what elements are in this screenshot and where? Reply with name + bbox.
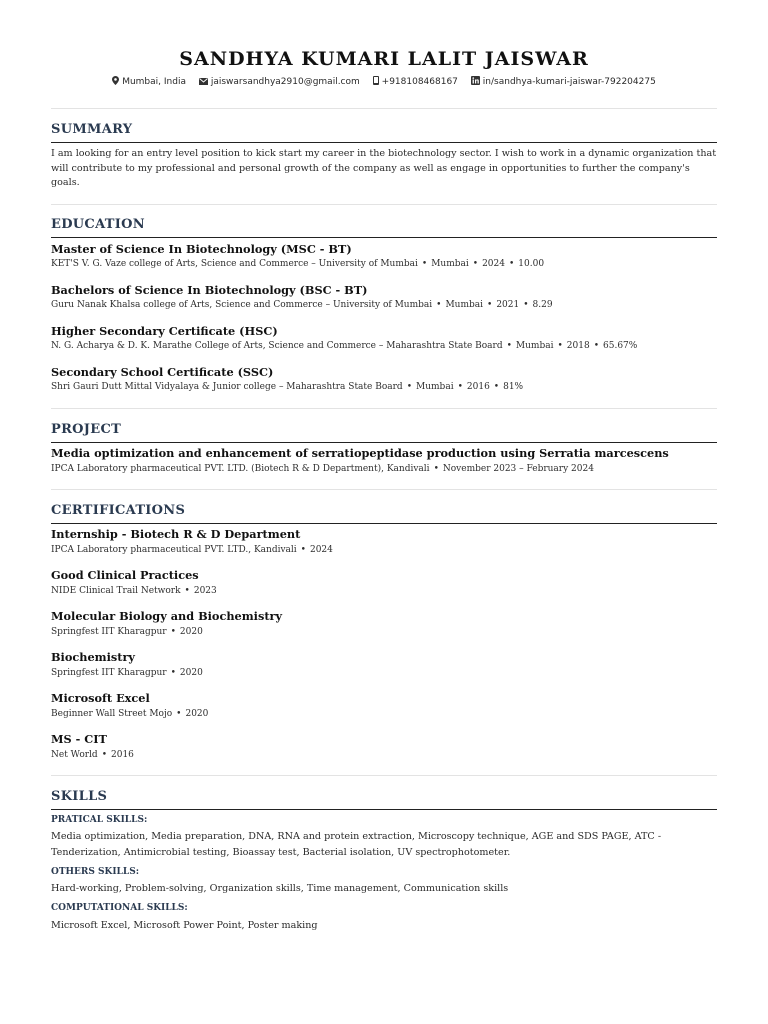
school: N. G. Acharya & D. K. Marathe College of Arts, Science and Commerce – Maharashtra State Board — [51, 341, 503, 351]
year: 2021 — [496, 300, 520, 310]
certification-name: Microsoft Excel — [51, 691, 150, 705]
divider — [51, 775, 717, 776]
linkedin-icon — [471, 76, 480, 85]
skill-group-label: OTHERS SKILLS: — [51, 867, 140, 877]
year: 2024 — [482, 259, 505, 269]
place: Mumbai — [515, 341, 554, 351]
contact-location — [112, 76, 186, 87]
year: 2020 — [179, 627, 203, 637]
issuer: Springfest IIT Kharagpur — [51, 668, 167, 678]
skill-group-label: PRATICAL SKILLS: — [51, 815, 148, 825]
place: Mumbai — [416, 382, 454, 392]
phone-text[interactable]: +918108468167 — [381, 77, 458, 87]
year: 2018 — [566, 341, 590, 351]
section-rule — [51, 442, 717, 443]
education-details: Shri Gauri Dutt Mittal Vidyalaya & Junior college – Maharashtra State Board • Mumbai • 2016 • 81% — [51, 382, 524, 392]
summary-heading: SUMMARY — [51, 122, 133, 137]
contact-email[interactable] — [199, 77, 360, 87]
score: 8.29 — [532, 300, 553, 310]
issuer: Net World — [51, 750, 98, 760]
divider — [51, 204, 717, 205]
education-degree: Secondary School Certificate (SSC) — [51, 365, 274, 379]
linkedin-text[interactable]: in/sandhya-kumari-jaiswar-792204275 — [482, 77, 656, 87]
issuer: Beginner Wall Street Mojo — [51, 709, 173, 719]
divider — [51, 408, 717, 409]
project-dates: November 2023 – February 2024 — [442, 464, 594, 474]
year: 2016 — [466, 382, 490, 392]
education-degree: Higher Secondary Certificate (HSC) — [51, 324, 278, 338]
place: Mumbai — [431, 259, 469, 269]
issuer: IPCA Laboratory pharmaceutical PVT. LTD., Kandivali — [51, 545, 297, 555]
candidate-name: SANDHYA KUMARI LALIT JAISWAR — [179, 48, 589, 70]
year: 2020 — [185, 709, 209, 719]
location-pin-icon — [112, 76, 119, 85]
certification-details: NIDE Clinical Trail Network • 2023 — [51, 586, 217, 596]
year: 2023 — [193, 586, 217, 596]
skills-heading: SKILLS — [51, 789, 108, 804]
issuer: Springfest IIT Kharagpur — [51, 627, 167, 637]
divider — [51, 108, 717, 109]
school: KET'S V. G. Vaze college of Arts, Science and Commerce – University of Mumbai — [51, 259, 418, 269]
project-title: Media optimization and enhancement of serratiopeptidase production using Serratia marcescens — [51, 446, 669, 460]
skill-group-text: Hard-working, Problem-solving, Organization skills, Time management, Communication skills — [51, 883, 509, 894]
education-details: KET'S V. G. Vaze college of Arts, Science and Commerce – University of Mumbai • Mumbai • 2024 • 10.00 — [51, 259, 545, 269]
divider — [51, 489, 717, 490]
section-rule — [51, 237, 717, 238]
envelope-icon — [199, 78, 208, 85]
email-text[interactable]: jaiswarsandhya2910@gmail.com — [210, 77, 360, 87]
score: 65.67% — [603, 341, 638, 351]
certification-name: MS - CIT — [51, 732, 107, 746]
skill-group-label: COMPUTATIONAL SKILLS: — [51, 903, 188, 913]
year: 2016 — [111, 750, 134, 760]
certification-details: Beginner Wall Street Mojo • 2020 — [51, 709, 209, 719]
location-text: Mumbai, India — [122, 77, 186, 87]
project-org: IPCA Laboratory pharmaceutical PVT. LTD. (Biotech R & D Department), Kandivali — [51, 464, 430, 474]
year: 2024 — [309, 545, 333, 555]
education-heading: EDUCATION — [51, 217, 145, 232]
certification-name: Internship - Biotech R & D Department — [51, 527, 301, 541]
project-details: IPCA Laboratory pharmaceutical PVT. LTD. (Biotech R & D Department), Kandivali • November 2023 – February 2024 — [51, 464, 594, 474]
certification-details: Springfest IIT Kharagpur • 2020 — [51, 668, 203, 678]
education-degree: Bachelors of Science In Biotechnology (BSC - BT) — [51, 283, 368, 297]
place: Mumbai — [445, 300, 484, 310]
contact-phone[interactable] — [373, 76, 458, 87]
certification-name: Biochemistry — [51, 650, 135, 664]
summary-text: I am looking for an entry level position to kick start my career in the biotechnology sector. I wish to work in a dynamic organization that will contribute to my professional and personal growth of the company as well as engage in opportunities to further the company's goals. — [51, 148, 717, 188]
skill-group-text: Media optimization, Media preparation, DNA, RNA and protein extraction, Microscopy technique, AGE and SDS PAGE, ATC - Tenderization, Antimicrobial testing, Bioassay test, Bacterial isolation, UV spectrophotometer. — [51, 831, 662, 858]
school: Shri Gauri Dutt Mittal Vidyalaya & Junior college – Maharashtra State Board — [51, 382, 403, 392]
certifications-heading: CERTIFICATIONS — [51, 503, 186, 518]
section-rule — [51, 142, 717, 143]
issuer: NIDE Clinical Trail Network — [51, 586, 181, 596]
section-rule — [51, 523, 717, 524]
certification-name: Molecular Biology and Biochemistry — [51, 609, 283, 623]
skill-group-text: Microsoft Excel, Microsoft Power Point, Poster making — [51, 920, 318, 931]
contact-linkedin[interactable] — [471, 76, 656, 87]
year: 2020 — [179, 668, 203, 678]
phone-icon — [373, 76, 379, 85]
certification-name: Good Clinical Practices — [51, 568, 199, 582]
score: 81% — [503, 382, 524, 392]
section-rule — [51, 809, 717, 810]
education-details: Guru Nanak Khalsa college of Arts, Science and Commerce – University of Mumbai • Mumbai • 2021 • 8.29 — [51, 300, 553, 310]
project-heading: PROJECT — [51, 422, 122, 437]
certification-details: IPCA Laboratory pharmaceutical PVT. LTD., Kandivali • 2024 — [51, 545, 333, 555]
certification-details: Net World • 2016 — [51, 750, 134, 760]
education-degree: Master of Science In Biotechnology (MSC - BT) — [51, 242, 352, 256]
certification-details: Springfest IIT Kharagpur • 2020 — [51, 627, 203, 637]
school: Guru Nanak Khalsa college of Arts, Science and Commerce – University of Mumbai — [51, 300, 433, 310]
education-details: N. G. Acharya & D. K. Marathe College of Arts, Science and Commerce – Maharashtra State Board • Mumbai • 2018 • 65.67% — [51, 341, 638, 351]
contact-bar — [51, 76, 717, 87]
score: 10.00 — [518, 259, 545, 269]
